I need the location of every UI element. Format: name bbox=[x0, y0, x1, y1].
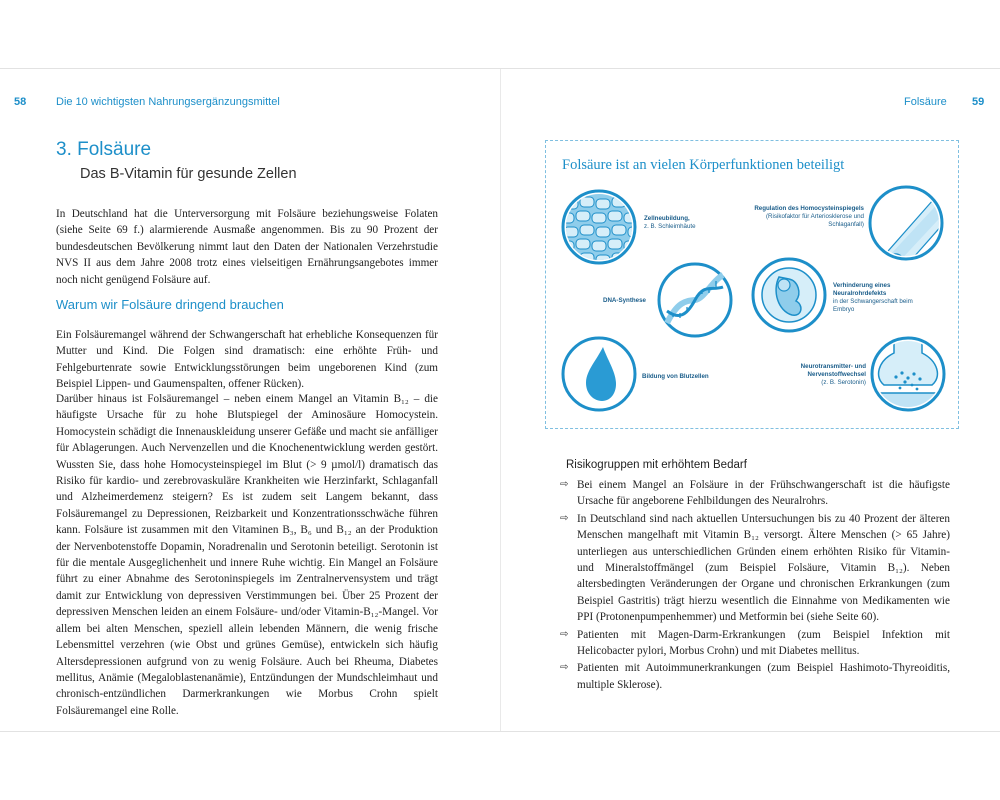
label-neurotransmitter: Neurotransmitter- und Nervenstoffwechsel (z. B. Serotonin) bbox=[800, 363, 866, 386]
chapter-title: 3. Folsäure bbox=[56, 139, 152, 160]
left-running-head: Die 10 wichtigsten Nahrungsergänzungsmittel bbox=[56, 96, 280, 108]
risk-groups-list bbox=[560, 477, 950, 694]
arrow-bullet-icon: ⇨ bbox=[560, 628, 569, 640]
list-item: ⇨ Patienten mit Magen-Darm-Erkrankungen (zum Beispiel Infektion mit Helicobacter pylori, Morbus Crohn) und mit Diabetes mellitus. bbox=[560, 628, 950, 658]
list-item: ⇨ In Deutschland sind nach aktuellen Untersuchungen bis zu 40 Prozent der älteren Menschen mangelhaft mit Vitamin B₁₂ versorgt. Ältere Menschen (> 65 Jahre) unterliegen aus unterschiedlichen Gründen einem erhöhten Risiko für Vitamin- und Mineralstoffmängel (zum Beispiel Folsäure, Vitamin B₁₂). Neben altersbedingten Veränderungen der Organe und chronischen Erkrankungen (zum Beispiel Gastritis) trägt hierzu wesentlich die Einnahme von Medikamenten wie PPI (Protonenpumpenhemmer) und Metformin bei (siehe Seite 60). bbox=[560, 512, 950, 624]
body-paragraph-2: Darüber hinaus ist Folsäuremangel – neben einem Mangel an Vitamin B₁₂ – die häufigste Ursache für zu hohe Blutspiegel der Aminosäure Homocystein. Homocystein schädigt die Innenauskleidung unserer Gefäße und macht sie anfälliger für Ablagerungen. Auch Nervenzellen und die Knochenentwicklung werden gestört. Wussten Sie, dass hohe Homocysteinspiegel im Blut (> 9 µmol/l) dramatisch das Risiko für kardio- und zerebrovaskuläre Krankheiten wie Herzinfarkt, Schlaganfall und Alzheimerdemenz steigern? Es ist zudem seit Langem bekannt, dass Folsäuremangel zu Depressionen, Reizbarkeit und Konzentrationsschwäche führen kann. Folsäure ist zusammen mit den Vitaminen B₃, B₆ und B₁₂ an der Produktion der Nervenbotenstoffe Dopamin, Noradrenalin und Serotonin beteiligt. Serotonin ist für die mentale Ausgeglichenheit und innere Ruhe wichtig. Ein Mangel an Folsäure führt zu einer Abnahme des Serotoninspiegels im Zentralnervensystem und trägt damit zur Entwicklung von depressiven Verstimmungen bei. Über 25 Prozent der depressiven Menschen leiden an einem Folsäure- und/oder Vitamin-B₁₂-Mangel. Vor allem bei alten Menschen, speziell allein lebenden Männern, die wenig frische Lebensmittel verzehren (wie Obst und grünes Gemüse), entwickeln sich häufig Altersdepressionen aufgrund von zu wenig Folsäure. Auch bei Rheuma, Diabetes mellitus, Anämie (Megaloblastenanämie), Entzündungen der Mundschleimhaut und chronisch-entzündlichen Darmerkrankungen wie Morbus Crohn spielt Folsäuremangel eine Rolle. bbox=[56, 393, 438, 717]
right-page-number: 59 bbox=[972, 96, 985, 108]
arrow-bullet-icon: ⇨ bbox=[560, 479, 569, 490]
section-heading: Warum wir Folsäure dringend brauchen bbox=[56, 297, 284, 312]
label-cell-renewal: Zellneubildung, z. B. Schleimhäute bbox=[644, 215, 696, 230]
arrow-bullet-icon: ⇨ bbox=[560, 662, 569, 674]
label-blood-cells: Bildung von Blutzellen bbox=[642, 373, 709, 380]
arrow-bullet-icon: ⇨ bbox=[560, 512, 569, 524]
list-item: ⇨ Bei einem Mangel an Folsäure in der Frühschwangerschaft ist die häufigste Ursache für angeborene Fehlbildungen des Neuralrohrs. bbox=[560, 479, 950, 508]
page-gutter bbox=[500, 69, 501, 731]
body-paragraph-1: Ein Folsäuremangel während der Schwangerschaft hat erhebliche Konsequenzen für Mutter und Kind. Die Folgen sind dramatisch: eine erhöhte Früh- und Fehlgeburtenrate sowie Entwicklungsstörungen beim ungeborenen Kind (zum Beispiel Lippen- und Gaumenspalten, offener Rücken). bbox=[56, 329, 438, 391]
label-dna-synthesis: DNA-Synthese bbox=[603, 297, 646, 304]
list-item: ⇨ Patienten mit Autoimmunerkrankungen (zum Beispiel Hashimoto-Thyreoiditis, multiple Sklerose). bbox=[560, 662, 950, 691]
folic-acid-figure bbox=[545, 140, 959, 429]
intro-paragraph: In Deutschland hat die Unterversorgung mit Folsäure beziehungsweise Folaten (siehe Seite 69 f.) alarmierende Ausmaße angenommen. Bis zu 90 Prozent der bundesdeutschen Bevölkerung nimmt laut den Daten der Nationalen Verzehrstudie NVS II aus dem Jahre 2008 trotz eines vielseitigen Ernährungsangebotes immer noch nicht genügend Folsäure auf. bbox=[56, 208, 438, 286]
chapter-subtitle: Das B-Vitamin für gesunde Zellen bbox=[80, 166, 297, 182]
left-page-number: 58 bbox=[14, 96, 27, 108]
blood-drop-icon bbox=[563, 338, 635, 410]
label-neural-tube: Verhinderung eines Neuralrohrdefekts in der Schwangerschaft beim Embryo bbox=[833, 282, 913, 313]
dna-helix-icon bbox=[659, 264, 731, 336]
cell-tissue-icon bbox=[560, 191, 642, 266]
risk-groups-heading: Risikogruppen mit erhöhtem Bedarf bbox=[566, 459, 747, 471]
label-homocysteine: Regulation des Homocysteinspiegels (Risikofaktor für Arteriosklerose und Schlaganfall) bbox=[754, 205, 864, 228]
blood-vessel-icon bbox=[870, 187, 958, 282]
right-running-head: Folsäure bbox=[904, 96, 947, 108]
embryo-icon bbox=[753, 259, 825, 331]
figure-title: Folsäure ist an vielen Körperfunktionen beteiligt bbox=[562, 157, 845, 173]
book-spread bbox=[0, 68, 1000, 732]
synapse-icon bbox=[870, 337, 946, 413]
